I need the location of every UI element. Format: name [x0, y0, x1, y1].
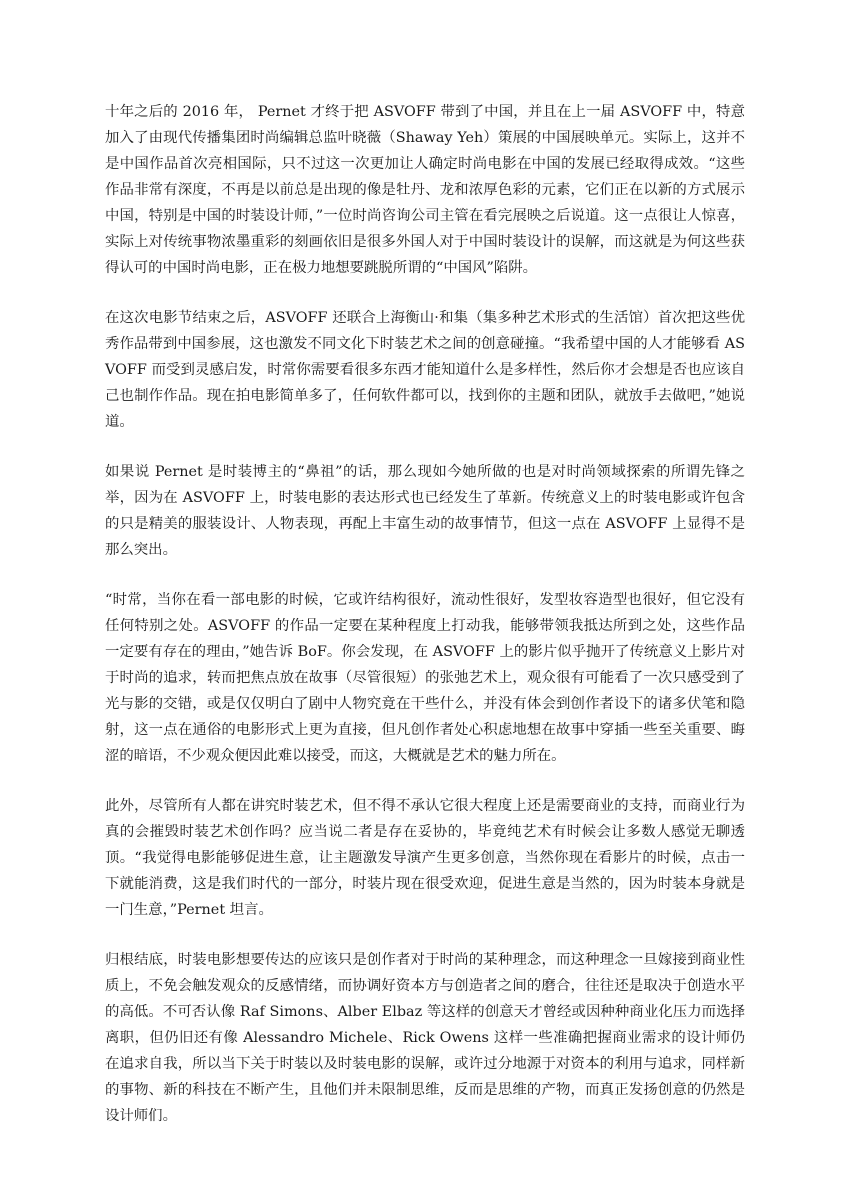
paragraph-4: “时常，当你在看一部电影的时候，它或许结构很好，流动性很好，发型妆容造型也很好，但它没有任何特别之处。ASVOFF 的作品一定要在某种程度上打动我，能够带领我抵达所到之处，这些作品一定要有存在的理由，”她告诉 BoF。你会发现，在 ASVOFF 上的影片似乎抛开了传统意义上影片对于时尚的追求，转而把焦点放在故事（尽管很短）的张弛艺术上，观众很有可能看了一次只感受到了光与影的交错，或是仅仅明白了剧中人物究竟在干些什么，并没有体会到创作者设下的诸多伏笔和隐射，这一点在通俗的电影形式上更为直接，但凡创作者处心积虑地想在故事中穿插一些至关重要、晦涩的暗语，不少观众便因此难以接受，而这，大概就是艺术的魅力所在。	[105, 592, 745, 764]
paragraph-2: 在这次电影节结束之后，ASVOFF 还联合上海衡山·和集（集多种艺术形式的生活馆）首次把这些优秀作品带到中国参展，这也激发不同文化下时装艺术之间的创意碰撞。“我希望中国的人才能够看 ASVOFF 而受到灵感启发，时常你需要看很多东西才能知道什么是多样性，然后你才会想是否也应该自己也制作作品。现在拍电影简单多了，任何软件都可以，找到你的主题和团队，就放手去做吧，”她说道。	[105, 310, 745, 430]
article-body	[105, 99, 745, 1153]
paragraph-3: 如果说 Pernet 是时装博主的“鼻祖”的话，那么现如今她所做的也是对时尚领域探索的所谓先锋之举，因为在 ASVOFF 上，时装电影的表达形式也已经发生了革新。传统意义上的时装电影或许包含的只是精美的服装设计、人物表现，再配上丰富生动的故事情节，但这一点在 ASVOFF 上显得不是那么突出。	[105, 464, 745, 558]
paragraph-6: 归根结底，时装电影想要传达的应该只是创作者对于时尚的某种理念，而这种理念一旦嫁接到商业性质上，不免会触发观众的反感情绪，而协调好资本方与创造者之间的磨合，往往还是取决于创造水平的高低。不可否认像 Raf Simons、Alber Elbaz 等这样的创意天才曾经或因种种商业化压力而选择离职，但仍旧还有像 Alessandro Michele、Rick Owens 这样一些准确把握商业需求的设计师仍在追求自我，所以当下关于时装以及时装电影的误解，或许过分地源于对资本的利用与追求，同样新的事物、新的科技在不断产生，且他们并未限制思维，反而是思维的产物，而真正发扬创意的仍然是设计师们。	[105, 952, 745, 1124]
paragraph-1: 十年之后的 2016 年， Pernet 才终于把 ASVOFF 带到了中国，并且在上一届 ASVOFF 中，特意加入了由现代传播集团时尚编辑总监叶晓薇（Shaway Yeh）策展的中国展映单元。实际上，这并不是中国作品首次亮相国际，只不过这一次更加让人确定时尚电影在中国的发展已经取得成效。“这些作品非常有深度，不再是以前总是出现的像是牡丹、龙和浓厚色彩的元素，它们正在以新的方式展示中国，特别是中国的时装设计师，”一位时尚咨询公司主管在看完展映之后说道。这一点很让人惊喜，实际上对传统事物浓墨重彩的刻画依旧是很多外国人对于中国时装设计的误解，而这就是为何这些获得认可的中国时尚电影，正在极力地想要跳脱所谓的“中国风”陷阱。	[105, 104, 745, 276]
paragraph-5: 此外，尽管所有人都在讲究时装艺术，但不得不承认它很大程度上还是需要商业的支持，而商业行为真的会摧毁时装艺术创作吗？应当说二者是存在妥协的，毕竟纯艺术有时候会让多数人感觉无聊透顶。“我觉得电影能够促进生意，让主题激发导演产生更多创意，当然你现在看影片的时候，点击一下就能消费，这是我们时代的一部分，时装片现在很受欢迎，促进生意是当然的，因为时装本身就是一门生意，”Pernet 坦言。	[105, 798, 745, 918]
